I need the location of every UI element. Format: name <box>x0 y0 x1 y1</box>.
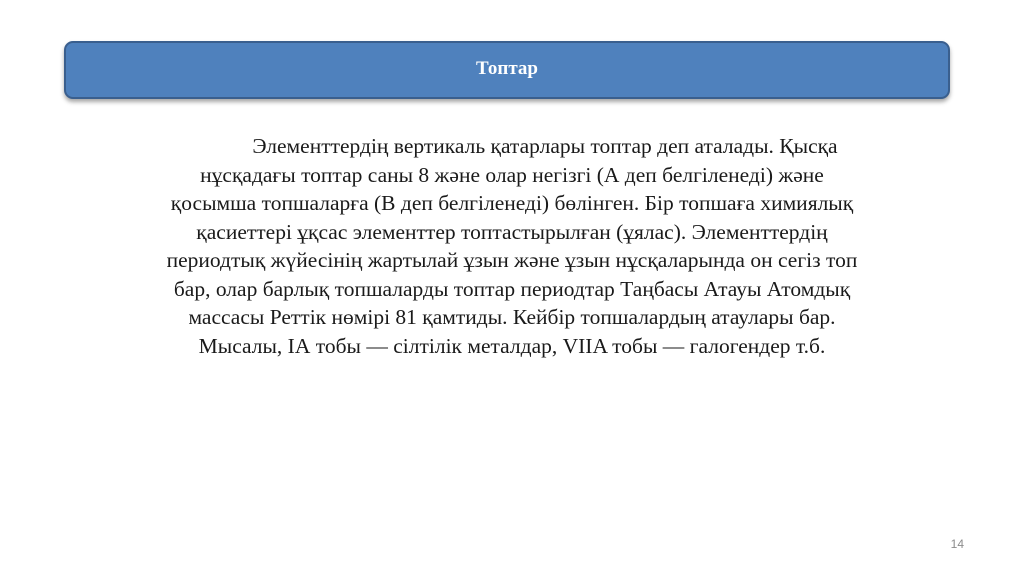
body-line <box>94 132 930 161</box>
body-line: Мысалы, ІА тобы — сілтілік металдар, VIIA тобы — галогендер т.б. <box>198 333 826 358</box>
page-number: 14 <box>950 537 964 551</box>
title-banner <box>64 41 950 99</box>
body-paragraph <box>94 132 930 360</box>
body-line: периодтық жүйесінің жартылай ұзын және ұзын нұсқаларында он сегіз топ <box>166 248 858 272</box>
body-line: нұсқадағы топтар саны 8 және олар негізгі (А деп белгіленеді) және <box>200 162 824 187</box>
slide-title: Топтар <box>476 58 538 79</box>
body-line: бар, олар барлық топшаларды топтар периодтар Таңбасы Атауы Атомдық <box>173 276 851 301</box>
body-line: қосымша топшаларға (В деп белгіленеді) бөлінген. Бір топшаға химиялық <box>170 191 854 215</box>
body-line: қасиеттері ұқсас элементтер топтастырылған (ұялас). Элементтердің <box>196 219 828 244</box>
body-line: массасы Реттік нөмірі 81 қамтиды. Кейбір топшалардың атаулары бар. <box>188 305 836 329</box>
body-line-text: Элементтердің вертикаль қатарлары топтар деп аталады. Қысқа <box>252 134 838 158</box>
